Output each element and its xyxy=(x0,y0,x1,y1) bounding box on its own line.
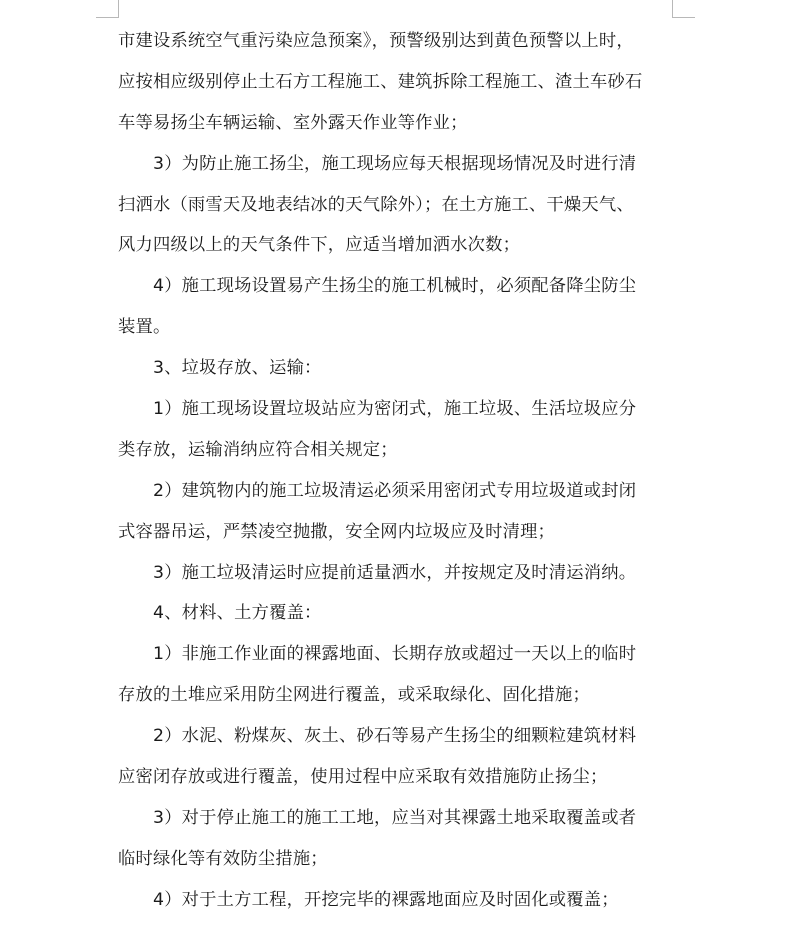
text-line: 1）施工现场设置垃圾站应为密闭式，施工垃圾、生活垃圾应分 xyxy=(153,399,637,420)
text-line: 市建设系统空气重污染应急预案》，预警级别达到黄色预警以上时， xyxy=(118,31,634,51)
text-line: 2）水泥、粉煤灰、灰土、砂石等易产生扬尘的细颗粒建筑材料 xyxy=(153,726,637,747)
text-line: 扫洒水（雨雪天及地表结冰的天气除外）；在土方施工、干燥天气、 xyxy=(118,194,634,215)
text-line: 1）非施工作业面的裸露地面、长期存放或超过一天以上的临时 xyxy=(153,644,637,665)
text-line: 4）施工现场设置易产生扬尘的施工机械时，必须配备降尘防尘 xyxy=(153,276,637,297)
text-line: 3）为防止施工扬尘，施工现场应每天根据现场情况及时进行清 xyxy=(153,153,637,174)
text-line: 应密闭存放或进行覆盖，使用过程中应采取有效措施防止扬尘； xyxy=(118,767,608,788)
document-body xyxy=(118,21,678,921)
text-line: 临时绿化等有效防尘措施； xyxy=(118,848,328,869)
text-line: 式容器吊运，严禁凌空抛撒，安全网内垃圾应及时清理； xyxy=(118,521,556,542)
text-line: 存放的土堆应采用防尘网进行覆盖，或采取绿化、固化措施； xyxy=(118,685,590,706)
crop-mark-top-right xyxy=(672,0,695,18)
section-heading: 3、垃圾存放、运输： xyxy=(153,358,322,379)
text-line: 2）建筑物内的施工垃圾清运必须采用密闭式专用垃圾道或封闭 xyxy=(153,480,637,501)
text-line: 类存放，运输消纳应符合相关规定； xyxy=(118,439,398,460)
crop-mark-top-left xyxy=(96,0,119,18)
text-line: 3）施工垃圾清运时应提前适量洒水，并按规定及时清运消纳。 xyxy=(153,562,637,583)
text-line: 车等易扬尘车辆运输、室外露天作业等作业； xyxy=(118,112,468,133)
text-line: 3）对于停止施工的施工工地，应当对其裸露土地采取覆盖或者 xyxy=(153,807,637,828)
text-line: 4）对于土方工程，开挖完毕的裸露地面应及时固化或覆盖； xyxy=(153,889,619,910)
text-line: 应按相应级别停止土石方工程施工、建筑拆除工程施工、渣土车砂石 xyxy=(118,71,643,92)
text-line: 风力四级以上的天气条件下，应适当增加洒水次数； xyxy=(118,235,521,256)
text-line: 装置。 xyxy=(118,317,171,338)
section-heading: 4、材料、土方覆盖： xyxy=(153,603,322,624)
